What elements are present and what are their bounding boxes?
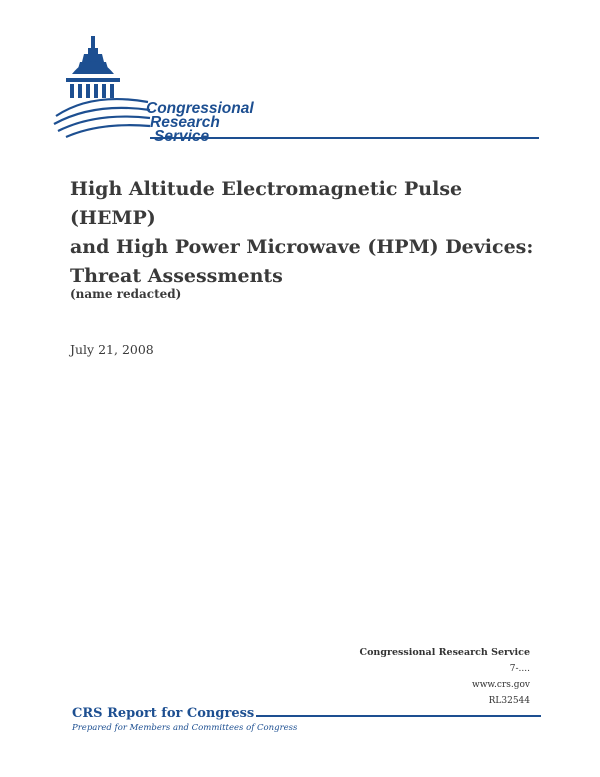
author-name: (name redacted) — [70, 287, 182, 301]
title-line-2: and High Power Microwave (HPM) Devices: — [70, 236, 534, 258]
footer-title: CRS Report for Congress — [72, 706, 255, 721]
logo-line-2: Research — [150, 114, 220, 131]
title-line-1: High Altitude Electromagnetic Pulse (HEMP) — [70, 178, 463, 229]
header-divider — [150, 137, 539, 139]
footer-subtitle: Prepared for Members and Committees of Congress — [72, 723, 298, 733]
crs-logo — [52, 34, 542, 144]
publisher-website[interactable]: www.crs.gov — [472, 680, 530, 690]
capitol-dome-icon — [52, 34, 152, 144]
footer-divider — [229, 715, 541, 717]
publisher-phone: 7-.... — [509, 664, 530, 674]
publisher-info — [360, 645, 530, 709]
title-line-3: Threat Assessments — [70, 265, 283, 287]
report-date: July 21, 2008 — [70, 342, 154, 357]
report-title — [70, 175, 550, 291]
publisher-org: Congressional Research Service — [359, 647, 530, 658]
logo-line-1: Congressional — [146, 100, 254, 117]
report-number: RL32544 — [488, 696, 530, 706]
